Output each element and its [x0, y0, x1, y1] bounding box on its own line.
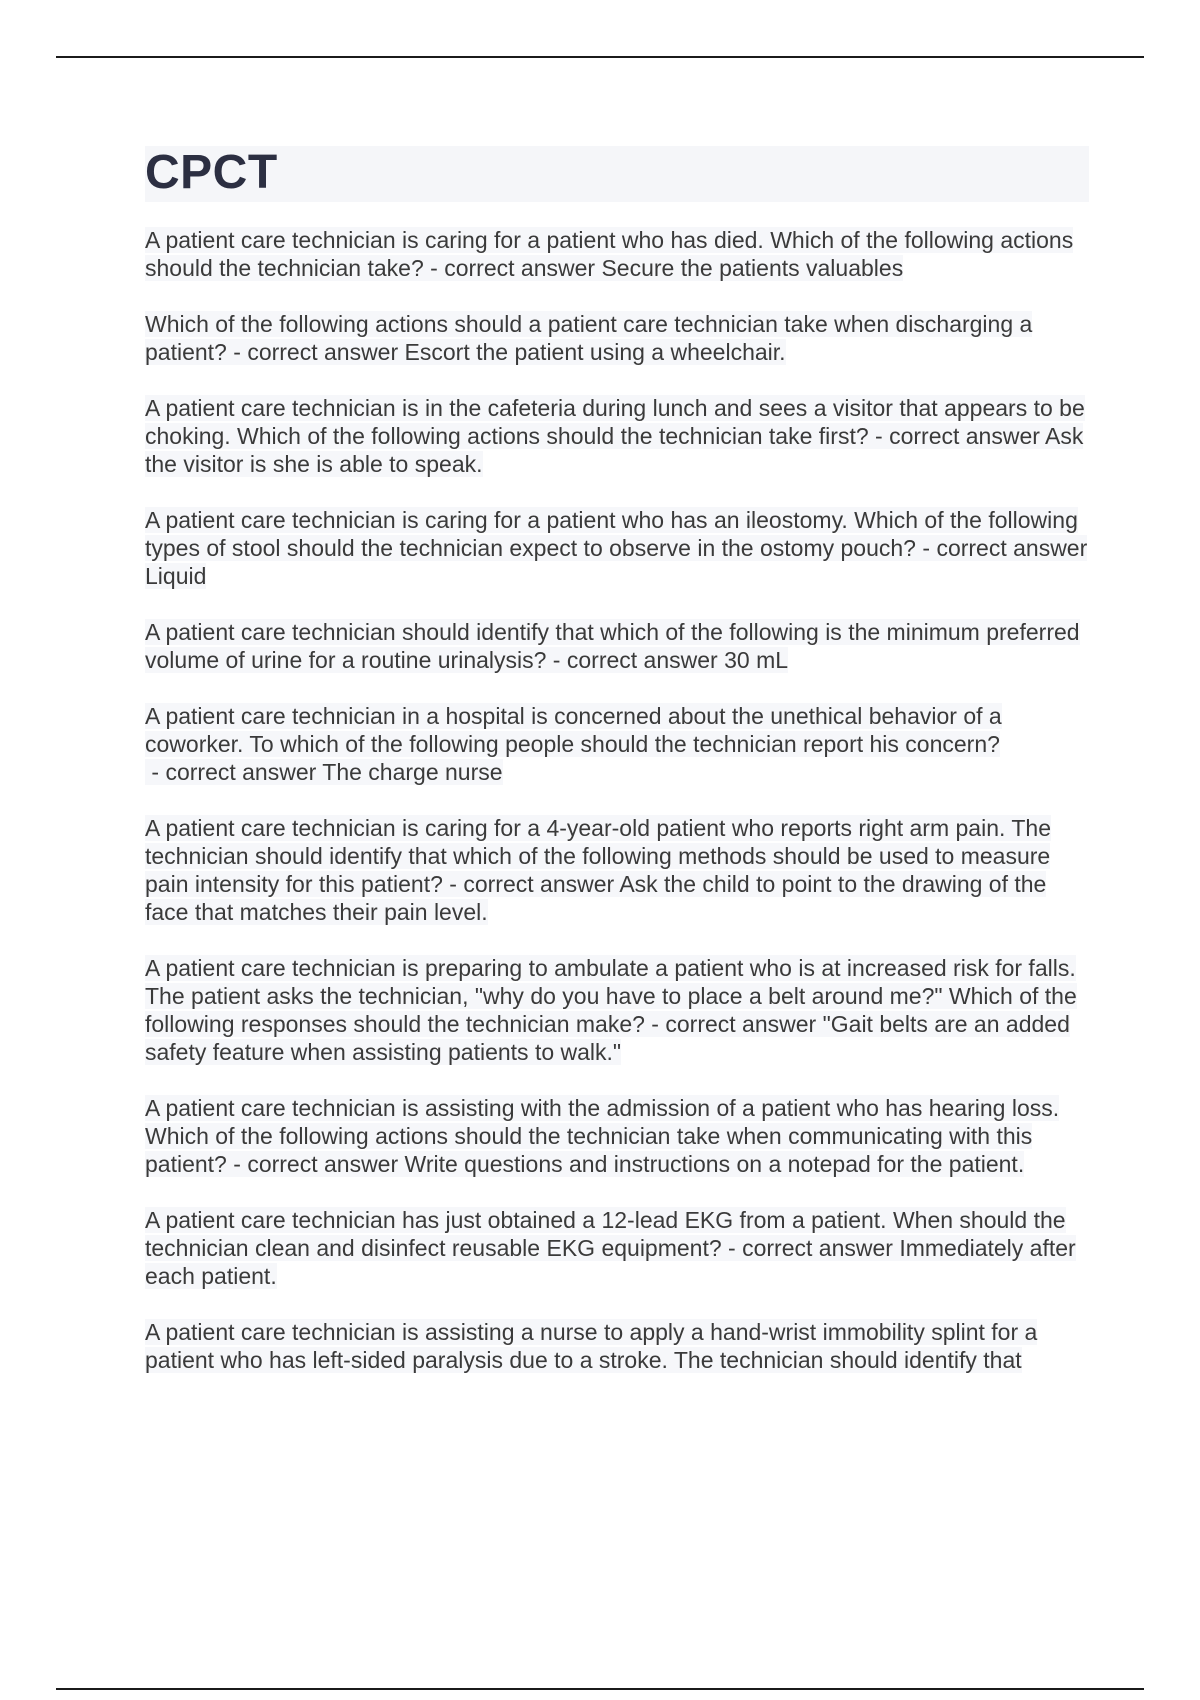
- title-band: [145, 146, 1089, 202]
- page-title: CPCT: [145, 146, 278, 199]
- separator: -: [546, 647, 567, 673]
- qa-item: [145, 1206, 1090, 1290]
- separator: -: [226, 339, 248, 365]
- qa-item: [145, 618, 1090, 674]
- qa-item: [145, 226, 1090, 282]
- question-text: A patient care technician is caring for a patient who has an ileostomy. Which of the following types of stool should the technician expect to observe in the ostomy pouch?: [145, 507, 1078, 561]
- answer-text: Immediately after each patient.: [145, 1235, 1076, 1289]
- separator: -: [145, 759, 166, 785]
- answer-prefix: correct answer: [247, 339, 405, 365]
- question-text: A patient care technician has just obtained a 12-lead EKG from a patient. When should the technician clean and disinfect reusable EKG equipment?: [145, 1207, 1066, 1261]
- answer-text: Secure the patients valuables: [601, 255, 904, 281]
- answer-text: Ask the visitor is she is able to speak.: [145, 423, 1084, 477]
- question-text: A patient care technician should identify that which of the following is the minimum preferred volume of urine for a routine urinalysis?: [145, 619, 1080, 673]
- question-text: A patient care technician is preparing to ambulate a patient who is at increased risk for falls. The patient asks the technician, "why do you have to place a belt around me?" Which of the following responses should the technician make?: [145, 955, 1077, 1037]
- answer-prefix: correct answer: [247, 1151, 405, 1177]
- answer-prefix: correct answer: [889, 423, 1046, 449]
- question-text: A patient care technician is assisting with the admission of a patient who has hearing loss. Which of the following actions should the technician take when communicating with this patient?: [145, 1095, 1060, 1177]
- answer-text: Liquid: [145, 563, 207, 589]
- qa-item-truncated: [145, 1318, 1090, 1374]
- answer-text: 30 mL: [724, 647, 789, 673]
- answer-prefix: correct answer: [463, 871, 620, 897]
- separator: -: [721, 1235, 743, 1261]
- answer-prefix: correct answer: [665, 1011, 823, 1037]
- qa-item: [145, 702, 1090, 786]
- qa-item: [145, 506, 1090, 590]
- qa-item: [145, 954, 1090, 1066]
- answer-text: Write questions and instructions on a notepad for the patient.: [404, 1151, 1025, 1177]
- question-text: A patient care technician is in the cafeteria during lunch and sees a visitor that appears to be choking. Which of the following actions should the technician take first?: [145, 395, 1085, 449]
- separator: -: [644, 1011, 666, 1037]
- answer-text: The charge nurse: [322, 759, 503, 785]
- answer-text: Ask the child to point to the drawing of the face that matches their pain level.: [145, 871, 1047, 925]
- separator: -: [226, 1151, 248, 1177]
- top-rule: [56, 56, 1144, 58]
- answer-prefix: correct answer: [742, 1235, 900, 1261]
- question-text: A patient care technician is caring for a patient who has died. Which of the following actions should the technician take?: [145, 227, 1074, 281]
- answer-prefix: correct answer: [165, 759, 323, 785]
- question-text: A patient care technician is caring for a 4-year-old patient who reports right arm pain. The technician should identify that which of the following methods should be used to measure pain intensity for this patient?: [145, 815, 1051, 897]
- answer-prefix: correct answer: [444, 255, 602, 281]
- separator: -: [442, 871, 464, 897]
- question-text: A patient care technician is assisting a nurse to apply a hand-wrist immobility splint for a patient who has left-sided paralysis due to a stroke. The technician should identify that: [145, 1319, 1038, 1373]
- qa-item: [145, 814, 1090, 926]
- answer-prefix: correct answer: [566, 647, 725, 673]
- question-text: Which of the following actions should a patient care technician take when discharging a patient?: [145, 311, 1033, 365]
- separator: -: [868, 423, 890, 449]
- qa-list: [145, 226, 1090, 1402]
- qa-item: [145, 310, 1090, 366]
- separator: -: [423, 255, 445, 281]
- qa-item: [145, 1094, 1090, 1178]
- separator: -: [915, 535, 937, 561]
- bottom-rule: [56, 1688, 1144, 1690]
- answer-text: Escort the patient using a wheelchair.: [404, 339, 786, 365]
- answer-text: "Gait belts are an added safety feature when assisting patients to walk.": [145, 1011, 1070, 1065]
- question-text: A patient care technician in a hospital is concerned about the unethical behavior of a coworker. To which of the following people should the technician report his concern?: [145, 703, 1002, 757]
- qa-item: [145, 394, 1090, 478]
- answer-prefix: correct answer: [936, 535, 1088, 561]
